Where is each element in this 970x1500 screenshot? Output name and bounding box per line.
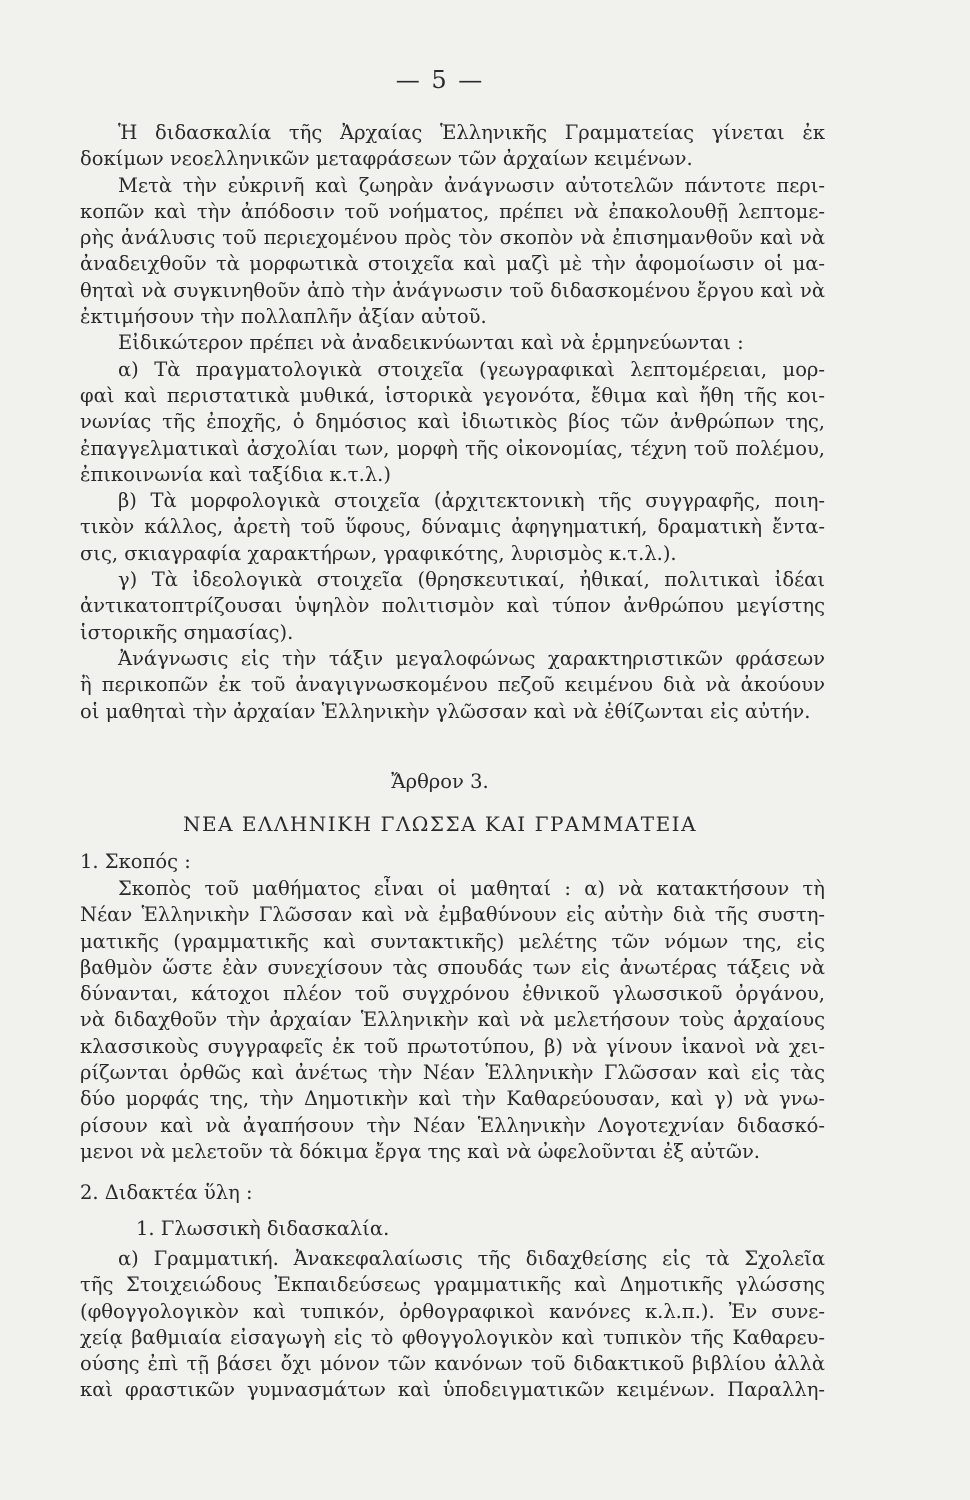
text-line: ἐπαγγελματικαὶ ἀσχολίαι των, μορφὴ τῆς οἰκονομίας, τέχνη τοῦ πολέμου, xyxy=(80,436,825,460)
text-line: Ἡ διδασκαλία τῆς Ἀρχαίας Ἑλληνικῆς Γραμματείας γίνεται ἐκ xyxy=(118,121,825,144)
text-line: ἀναδειχθοῦν τὰ μορφωτικὰ στοιχεῖα καὶ μαζὶ μὲ τὴν ἀφομοίωσιν οἱ μα- xyxy=(80,252,825,276)
paragraph-intro xyxy=(80,120,825,173)
text-line: τικὸν κάλλος, ἀρετὴ τοῦ ὕφους, δύναμις ἀφηγηματική, δραματικὴ ἔντα- xyxy=(80,515,825,539)
text-line: Σκοπὸς τοῦ μαθήματος εἶναι οἱ μαθηταί : α) νὰ κατακτήσουν τὴ xyxy=(118,877,825,900)
text-line: τῆς Στοιχειώδους Ἐκπαιδεύσεως γραμματικῆς καὶ Δημοτικῆς γλώσσης xyxy=(80,1273,825,1297)
text-line: μενοι νὰ μελετοῦν τὰ δόκιμα ἔργα της καὶ νὰ ὠφελοῦνται ἐξ αὐτῶν. xyxy=(80,1139,761,1163)
text-line: καὶ φραστικῶν γυμνασμάτων καὶ ὑποδειγματικῶν κειμένων. Παραλλη- xyxy=(80,1378,825,1402)
subheading-material xyxy=(80,1180,825,1206)
subheading-language xyxy=(80,1216,825,1242)
text-line: ρίζωνται ὀρθῶς καὶ ἀνέτως τὴν Νέαν Ἑλληνικὴν Γλῶσσαν καὶ εἰς τὰς xyxy=(80,1061,825,1085)
text-line: βαθμὸν ὥστε ἐὰν συνεχίσουν τὰς σπουδάς των εἰς ἀνωτέρας τάξεις νὰ xyxy=(80,955,825,979)
text-line: α) Τὰ πραγματολογικὰ στοιχεῖα (γεωγραφικαὶ λεπτομέρειαι, μορ- xyxy=(118,357,825,381)
paragraph-grammar xyxy=(80,1246,825,1404)
paragraph-analysis xyxy=(80,173,825,331)
paragraph-purpose xyxy=(80,876,825,1165)
article-heading: Ἄρθρον 3. xyxy=(391,770,489,793)
text-line: κλασσικοὺς συγγραφεῖς ἐκ τοῦ πρωτοτύπου, β) νὰ γίνουν ἱκανοὶ νὰ χει- xyxy=(80,1034,825,1058)
section-title: ΝΕΑ ΕΛΛΗΝΙΚΗ ΓΛΩΣΣΑ ΚΑΙ ΓΡΑΜΜΑΤΕΙΑ xyxy=(182,812,698,836)
text-line: κοπῶν καὶ τὴν ἀπόδοσιν τοῦ νοήματος, πρέπει νὰ ἐπακολουθῇ λεπτομε- xyxy=(80,199,825,223)
text-line: θηταὶ νὰ συγκινηθοῦν ἀπὸ τὴν ἀνάγνωσιν τοῦ διδασκομένου ἔργου καὶ νὰ xyxy=(80,278,825,302)
text-line: ἐκτιμήσουν τὴν πολλαπλῆν ἀξίαν αὐτοῦ. xyxy=(80,305,487,329)
text-line: β) Τὰ μορφολογικὰ στοιχεῖα (ἀρχιτεκτονικὴ τῆς συγγραφῆς, ποιη- xyxy=(118,489,825,513)
text-line: ἀντικατοπτρίζουσαι ὑψηλὸν πολιτισμὸν καὶ τύπον ἀνθρώπου μεγίστης xyxy=(80,594,825,618)
text-line: δοκίμων νεοελληνικῶν μεταφράσεων τῶν ἀρχαίων κειμένων. xyxy=(80,147,693,171)
text-line: χείᾳ βαθμιαία εἰσαγωγὴ εἰς τὸ φθογγολογικὸν καὶ τυπικὸν τῆς Καθαρευ- xyxy=(80,1325,825,1349)
text-line: Εἰδικώτερον πρέπει νὰ ἀναδεικνύωνται καὶ νὰ ἑρμηνεύωνται : xyxy=(118,331,744,355)
text-line: σις, σκιαγραφία χαρακτήρων, γραφικότης, λυρισμὸς κ.τ.λ.). xyxy=(80,541,677,565)
text-line: φαὶ καὶ περιστατικὰ μυθικά, ἱστορικὰ γεγονότα, ἔθιμα καὶ ἤθη τῆς κοι- xyxy=(80,383,825,407)
text-line: δύνανται, κάτοχοι πλέον τοῦ συγχρόνου ἐθνικοῦ γλωσσικοῦ ὀργάνου, xyxy=(80,982,825,1006)
list-item-beta xyxy=(80,488,825,567)
text-line: ούσης ἐπὶ τῇ βάσει ὄχι μόνον τῶν κανόνων τοῦ διδακτικοῦ βιβλίου ἀλλὰ xyxy=(80,1352,825,1376)
text-line: νωνίας τῆς ἐποχῆς, ὁ δημόσιος καὶ ἰδιωτικὸς βίος τῶν ἀνθρώπων της, xyxy=(80,410,825,434)
text-line: ἢ περικοπῶν ἐκ τοῦ ἀναγιγνωσκομένου πεζοῦ κειμένου διὰ νὰ ἀκούουν xyxy=(80,673,825,697)
list-item-alpha xyxy=(80,357,825,488)
text-line: Νέαν Ἑλληνικὴν Γλῶσσαν καὶ νὰ ἐμβαθύνουν εἰς αὐτὴν διὰ τῆς συστη- xyxy=(80,903,825,927)
text-line: ἐπικοινωνία καὶ ταξίδια κ.τ.λ.) xyxy=(80,462,391,486)
page-number: — 5 — xyxy=(395,66,485,94)
subheading-purpose: 1. Σκοπός : xyxy=(80,850,191,873)
paragraph-reading xyxy=(80,646,825,725)
text-line: νὰ διδαχθοῦν τὴν ἀρχαίαν Ἑλληνικὴν καὶ νὰ μελετήσουν τοὺς ἀρχαίους xyxy=(80,1008,825,1032)
text-line: Ἀνάγνωσις εἰς τὴν τάξιν μεγαλοφώνως χαρακτηριστικῶν φράσεων xyxy=(118,647,825,670)
text-line: ρὴς ἀνάλυσις τοῦ περιεχομένου πρὸς τὸν σκοπὸν νὰ ἐπισημανθοῦν καὶ νὰ xyxy=(80,226,825,250)
text-line: ματικῆς (γραμματικῆς καὶ συντακτικῆς) μελέτης τῶν νόμων της, εἰς xyxy=(80,929,825,953)
text-line: (φθογγολογικὸν καὶ τυπικόν, ὀρθογραφικοὶ κανόνες κ.λ.π.). Ἐν συνε- xyxy=(80,1299,825,1323)
text-line: οἱ μαθηταὶ τὴν ἀρχαίαν Ἑλληνικὴν γλῶσσαν καὶ νὰ ἐθίζωνται εἰς αὐτήν. xyxy=(80,699,811,723)
text-line: 2. Διδακτέα ὕλη : xyxy=(80,1181,253,1204)
text-line: γ) Τὰ ἰδεολογικὰ στοιχεῖα (θρησκευτικαί, ἠθικαί, πολιτικαὶ ἰδέαι xyxy=(118,568,825,592)
text-line: δύο μορφάς της, τὴν Δημοτικὴν καὶ τὴν Καθαρεύουσαν, καὶ γ) νὰ γνω- xyxy=(80,1087,825,1111)
text-line: ρίσουν καὶ νὰ ἀγαπήσουν τὴν Νέαν Ἑλληνικὴν Λογοτεχνίαν διδασκό- xyxy=(80,1113,825,1137)
text-line: ἱστορικῆς σημασίας). xyxy=(80,620,294,644)
paragraph-specifics xyxy=(80,330,825,356)
list-item-gamma xyxy=(80,567,825,646)
text-line: 1. Γλωσσικὴ διδασκαλία. xyxy=(136,1217,390,1240)
text-line: Μετὰ τὴν εὐκρινῆ καὶ ζωηρὰν ἀνάγνωσιν αὐτοτελῶν πάντοτε περι- xyxy=(118,173,825,197)
text-line: α) Γραμματική. Ἀνακεφαλαίωσις τῆς διδαχθείσης εἰς τὰ Σχολεῖα xyxy=(118,1247,825,1270)
